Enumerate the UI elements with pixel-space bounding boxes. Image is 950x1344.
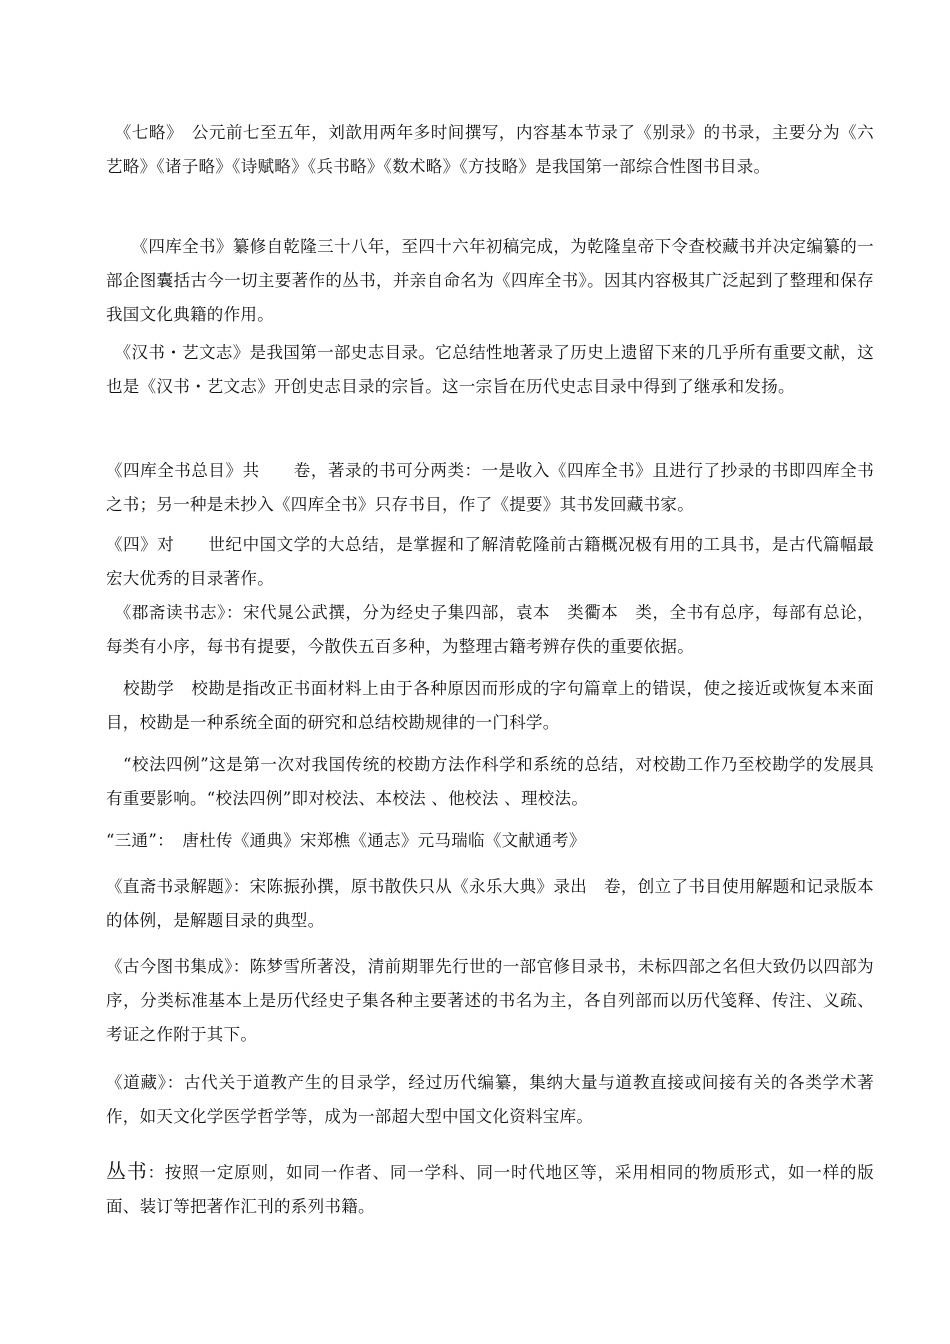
- paragraph-congshu-body: ：按照一定原则，如同一作者、同一学科、同一时代地区等，采用相同的物质形式，如一样的版面、装订等把著作汇刊的系列书籍。: [106, 1163, 874, 1216]
- term-congshu: 丛书: [106, 1159, 148, 1183]
- paragraph-jiaokanxue: 校勘学 校勘是指改正书面材料上由于各种原因而形成的字句篇章上的错误，使之接近或恢复本来面目，校勘是一种系统全面的研究和总结校勘规律的一门科学。: [106, 679, 874, 732]
- paragraph-gujin-tushu-jicheng: 《古今图书集成》：陈梦雪所著没，清前期罪先行世的一部官修目录书，未标四部之名但大致仍以四部为序，分类标准基本上是历代经史子集各种主要著述的书名为主，各自列部而以历代笺释、传注、义疏、考证之作附于其下。: [106, 957, 874, 1044]
- paragraph-hanshu-yiwenzhi: 《汉书・艺文志》是我国第一部史志目录。它总结性地著录了历史上遗留下来的几乎所有重要文献，这也是《汉书・艺文志》开创史志目录的宗旨。这一宗旨在历代史志目录中得到了继承和发扬。: [106, 343, 874, 396]
- paragraph-congshu: [106, 1154, 874, 1224]
- paragraph-santong: “三通”： 唐杜传《通典》宋郑樵《通志》元马瑞临《文献通考》: [106, 831, 586, 850]
- paragraph-zhizhai-shulu-jieti: 《直斋书录解题》：宋陈振孙撰，原书散佚只从《永乐大典》录出 卷，创立了书目使用解题和记录版本的体例，是解题目录的典型。: [106, 877, 874, 930]
- paragraph-junzhai-dushuzhi: 《郡斋读书志》：宋代晁公武撰，分为经史子集四部，袁本 类衢本 类，全书有总序，每部有总论，每类有小序，每书有提要，今散佚五百多种，为整理古籍考辨存佚的重要依据。: [106, 603, 874, 656]
- paragraph-siku-quanshu: 《四库全书》纂修自乾隆三十八年，至四十六年初稿完成，为乾隆皇帝下令查校藏书并决定编纂的一部企图囊括古今一切主要著作的丛书，并亲自命名为《四库全书》。因其内容极其广泛起到了整理和保存我国文化典籍的作用。: [106, 237, 874, 324]
- paragraph-jiaofa-sili: “校法四例”这是第一次对我国传统的校勘方法作科学和系统的总结，对校勘工作乃至校勘学的发展具有重要影响。“校法四例”即对校法、本校法 、他校法 、理校法。: [106, 755, 874, 808]
- paragraph-daozang: 《道藏》：古代关于道教产生的目录学，经过历代编纂，集纳大量与道教直接或间接有关的各类学术著作，如天文化学医学哲学等，成为一部超大型中国文化资料宝库。: [106, 1073, 874, 1126]
- paragraph-si-dui: 《四》对 世纪中国文学的大总结，是掌握和了解清乾隆前古籍概况极有用的工具书，是古代篇幅最宏大优秀的目录著作。: [106, 535, 874, 588]
- paragraph-siku-zongmu: 《四库全书总目》共 卷，著录的书可分两类：一是收入《四库全书》且进行了抄录的书即四库全书之书；另一种是未抄入《四库全书》只存书目，作了《提要》其书发回藏书家。: [106, 461, 874, 514]
- paragraph-qilue: 《七略》 公元前七至五年，刘歆用两年多时间撰写，内容基本节录了《别录》的书录，主要分为《六艺略》《诸子略》《诗赋略》《兵书略》《数术略》《方技略》是我国第一部综合性图书目录。: [106, 123, 874, 176]
